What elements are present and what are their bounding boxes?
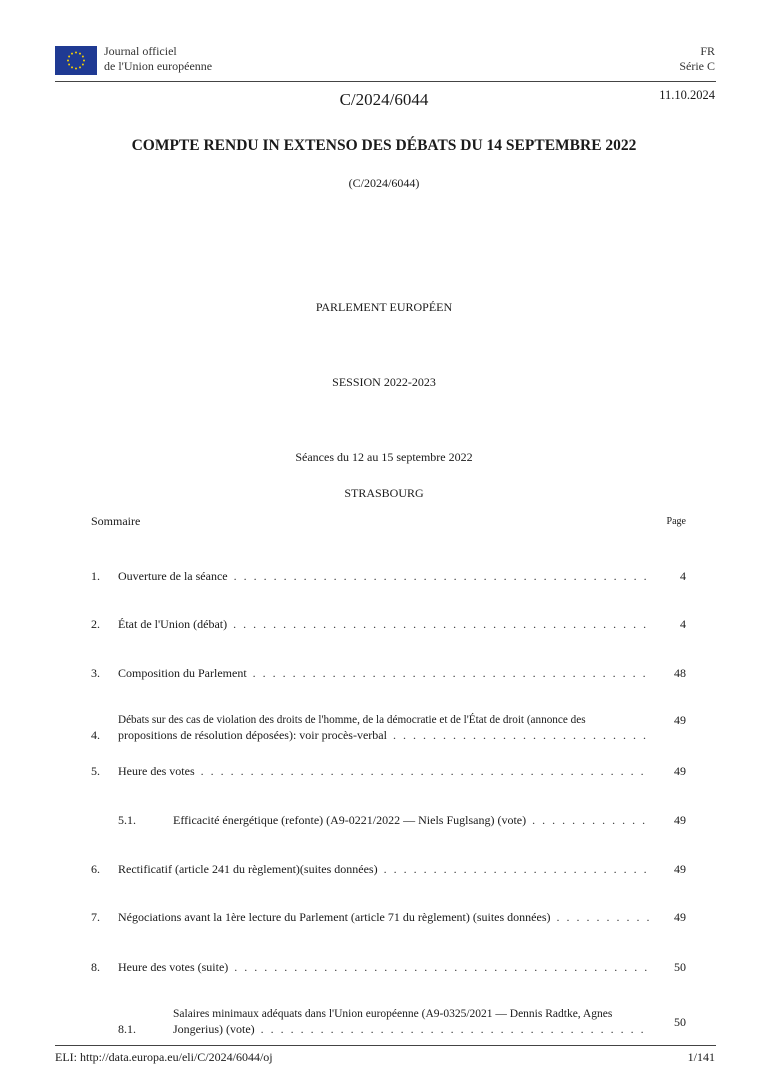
toc-item-number: 8. [91, 960, 100, 974]
document-reference: (C/2024/6044) [348, 176, 420, 190]
journal-title-line1: Journal officiel [104, 44, 177, 58]
session-label: SESSION 2022-2023 [332, 375, 436, 389]
toc-item-page: 48 [674, 666, 686, 680]
toc-leader-dots [253, 666, 650, 681]
toc-item-text-line2: Jongerius) (vote) [173, 1022, 255, 1036]
language-series [679, 44, 715, 74]
eu-flag-logo [55, 46, 97, 75]
toc-leader-dots [532, 813, 650, 828]
toc-heading: Sommaire [91, 514, 141, 528]
sittings-dates: Séances du 12 au 15 septembre 2022 [295, 450, 473, 464]
toc-item[interactable] [91, 713, 686, 743]
toc-subitem[interactable] [91, 813, 686, 828]
toc-item-number: 5. [91, 764, 100, 778]
toc-item[interactable] [91, 666, 686, 681]
parliament-name: PARLEMENT EUROPÉEN [315, 300, 453, 314]
toc-leader-dots [261, 1022, 650, 1037]
toc-item-page: 50 [674, 1014, 686, 1029]
toc-item-page: 49 [674, 813, 686, 827]
toc-item-text: Heure des votes (suite) [118, 960, 229, 974]
toc-item-page: 4 [680, 569, 686, 583]
toc-item-number: 8.1. [118, 1022, 136, 1036]
journal-title-line2: de l'Union européenne [104, 59, 213, 73]
series-label: Série C [679, 59, 715, 73]
toc-item[interactable] [91, 764, 686, 779]
toc-item-page: 49 [674, 862, 686, 876]
toc-item-text: État de l'Union (débat) [118, 617, 228, 631]
toc-leader-dots [234, 569, 650, 584]
publication-date: 11.10.2024 [659, 88, 715, 102]
document-number: C/2024/6044 [339, 90, 429, 109]
toc-item-page: 50 [674, 960, 686, 974]
toc-item-number: 4. [91, 728, 100, 742]
language-code: FR [700, 44, 715, 58]
toc-item-page: 49 [674, 910, 686, 924]
toc-item-text: Composition du Parlement [118, 666, 247, 680]
toc-item-text: Efficacité énergétique (refonte) (A9-0221/2022 — Niels Fuglsang) (vote) [173, 813, 527, 827]
toc-subitem[interactable] [91, 1007, 686, 1037]
toc-item-page: 49 [674, 764, 686, 778]
journal-title [104, 44, 212, 74]
page-number: 1/141 [687, 1050, 715, 1064]
toc-item-number: 6. [91, 862, 100, 876]
toc-item[interactable] [91, 617, 686, 632]
toc-item-number: 5.1. [118, 813, 136, 827]
city-name: STRASBOURG [344, 486, 424, 500]
toc-item[interactable] [91, 862, 686, 877]
toc-item-page: 4 [680, 617, 686, 631]
toc-leader-dots [233, 617, 650, 632]
toc-item[interactable] [91, 569, 686, 584]
toc-item-number: 1. [91, 569, 100, 583]
toc-leader-dots [384, 862, 650, 877]
document-title: COMPTE RENDU IN EXTENSO DES DÉBATS DU 14 SEPTEMBRE 2022 [131, 137, 637, 154]
toc-item[interactable] [91, 910, 686, 925]
eli-link[interactable]: ELI: http://data.europa.eu/eli/C/2024/6044/oj [55, 1050, 273, 1064]
header-rule [55, 81, 716, 82]
toc-item-text-line2: propositions de résolution déposées): voir procès-verbal [118, 728, 387, 742]
toc-item-text: Négociations avant la 1ère lecture du Parlement (article 71 du règlement) (suites données) [118, 910, 551, 924]
toc-leader-dots [557, 910, 651, 925]
toc-item[interactable] [91, 960, 686, 975]
footer-rule [55, 1045, 716, 1046]
toc-item-text: Ouverture de la séance [118, 569, 228, 583]
toc-item-text-line1: Salaires minimaux adéquats dans l'Union européenne (A9-0325/2021 — Dennis Radtke, Agnes [173, 1008, 613, 1020]
toc-item-page: 49 [674, 713, 686, 727]
toc-leader-dots [201, 764, 650, 779]
toc-item-number: 2. [91, 617, 100, 631]
toc-leader-dots [393, 728, 650, 743]
toc-page-heading: Page [666, 516, 686, 527]
toc-item-number: 7. [91, 910, 100, 924]
toc-item-text: Rectificatif (article 241 du règlement)(suites données) [118, 862, 378, 876]
toc-item-text: Heure des votes [118, 764, 195, 778]
toc-item-number: 3. [91, 666, 100, 680]
toc-item-text-line1: Débats sur des cas de violation des droits de l'homme, de la démocratie et de l'État de droit (annonce des [118, 714, 586, 726]
toc-leader-dots [234, 960, 650, 975]
